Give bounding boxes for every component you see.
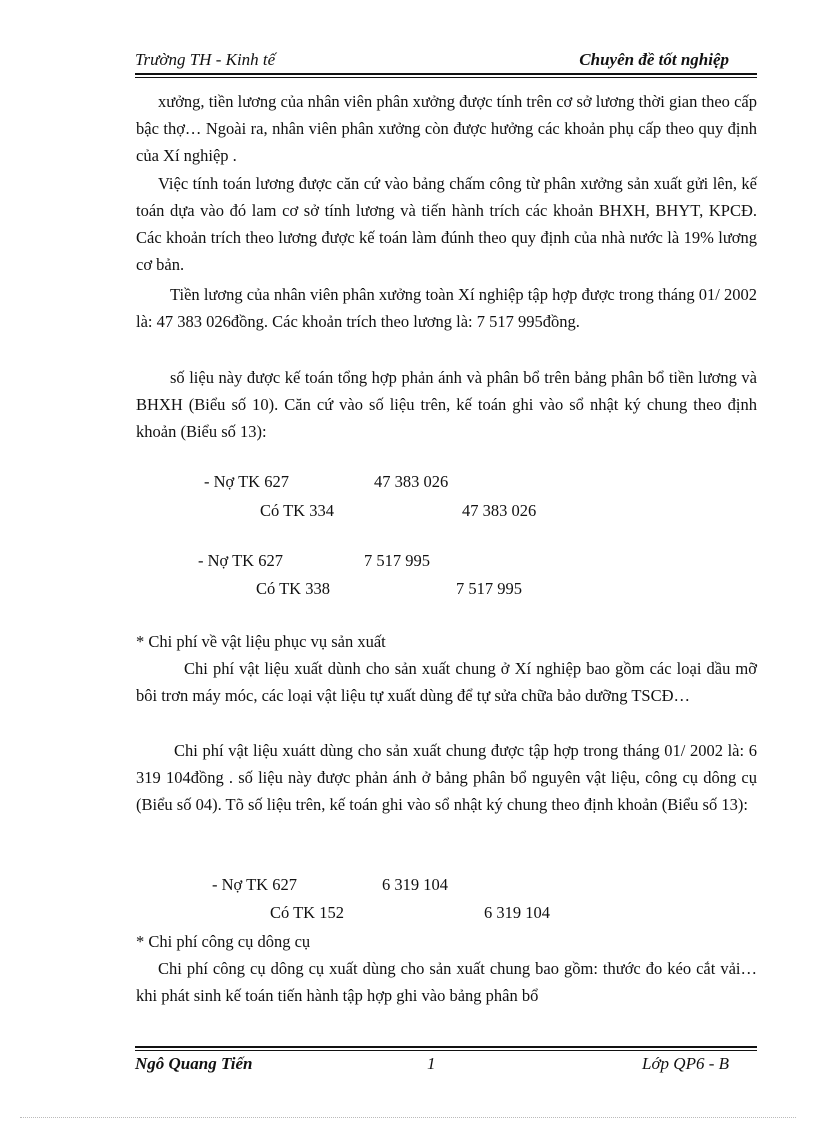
bottom-dotted-line — [20, 1117, 796, 1118]
entry-3-credit-amount: 6 319 104 — [484, 903, 550, 922]
entry-1-credit-label: Có TK 334 — [260, 501, 334, 520]
entry-2-credit-label: Có TK 338 — [256, 579, 330, 598]
footer-class: Lớp QP6 - B — [642, 1054, 729, 1073]
page-footer — [135, 1054, 757, 1078]
entry-2-debit-amount: 7 517 995 — [364, 551, 430, 570]
paragraph-4: số liệu này được kế toán tổng hợp phản ánh và phân bổ trên bảng phân bổ tiền lương và BHXH (Biểu số 10). Căn cứ vào số liệu trên, kế toán ghi vào sổ nhật ký chung theo định khoản (Biểu số 13): — [136, 368, 757, 441]
entry-3-credit-label: Có TK 152 — [270, 903, 344, 922]
page-number: 1 — [427, 1054, 436, 1073]
section-heading-materials: * Chi phí về vật liệu phục vụ sản xuất — [136, 632, 386, 651]
section-heading-tools: * Chi phí công cụ dông cụ — [136, 932, 311, 951]
paragraph-7: Chi phí công cụ dông cụ xuất dùng cho sản xuất chung bao gồm: thước đo kéo cắt vải… khi phát sinh kế toán tiến hành tập hợp ghi vào bảng phân bổ — [136, 959, 757, 1005]
entry-3-debit-label: - Nợ TK 627 — [212, 875, 297, 894]
entry-1-debit-amount: 47 383 026 — [374, 472, 449, 491]
header-title: Chuyên đề tốt nghiệp — [579, 50, 729, 69]
footer-rule — [135, 1046, 757, 1051]
page-header — [135, 46, 757, 72]
paragraph-2: Việc tính toán lương được căn cứ vào bảng chấm công từ phân xưởng sản xuất gửi lên, kế toán dựa vào đó lam cơ sở tính lương và tiến hành trích các khoản BHXH, BHYT, KPCĐ. Các khoản trích theo lương được kế toán làm đúnh theo quy định của nhà nước là 19% lương cơ bản. — [136, 174, 757, 274]
paragraph-5: Chi phí vật liệu xuất dùnh cho sản xuất chung ở Xí nghiệp bao gồm các loại dầu mỡ bôi trơn máy móc, các loại vật liệu tự xuất dùng để tự sửa chữa bảo dưỡng TSCĐ… — [136, 659, 757, 705]
entry-2-debit-label: - Nợ TK 627 — [198, 551, 283, 570]
paragraph-1: xưởng, tiền lương của nhân viên phân xưởng được tính trên cơ sở lương thời gian theo cấp bậc thợ… Ngoài ra, nhân viên phân xưởng còn được hưởng các khoản phụ cấp theo quy định của Xí nghiệp . — [136, 92, 757, 165]
header-school: Trường TH - Kinh tế — [135, 50, 276, 69]
entry-2-credit-amount: 7 517 995 — [456, 579, 522, 598]
entry-3-debit-amount: 6 319 104 — [382, 875, 448, 894]
paragraph-3: Tiền lương của nhân viên phân xưởng toàn Xí nghiệp tập hợp được trong tháng 01/ 2002 là: 47 383 026đồng. Các khoản trích theo lương là: 7 517 995đồng. — [136, 285, 757, 331]
paragraph-6: Chi phí vật liệu xuátt dùng cho sản xuất chung được tập hợp trong tháng 01/ 2002 là: 6 319 104đồng . số liệu này được phản ánh ở bảng phân bổ nguyên vật liệu, công cụ dông cụ (Biểu số 04). Tõ số liệu trên, kế toán ghi vào sổ nhật ký chung theo định khoản (Biểu số 13): — [136, 741, 757, 814]
entry-1-credit-amount: 47 383 026 — [462, 501, 537, 520]
footer-author: Ngô Quang Tiến — [135, 1054, 253, 1073]
header-rule — [135, 73, 757, 78]
entry-1-debit-label: - Nợ TK 627 — [204, 472, 289, 491]
